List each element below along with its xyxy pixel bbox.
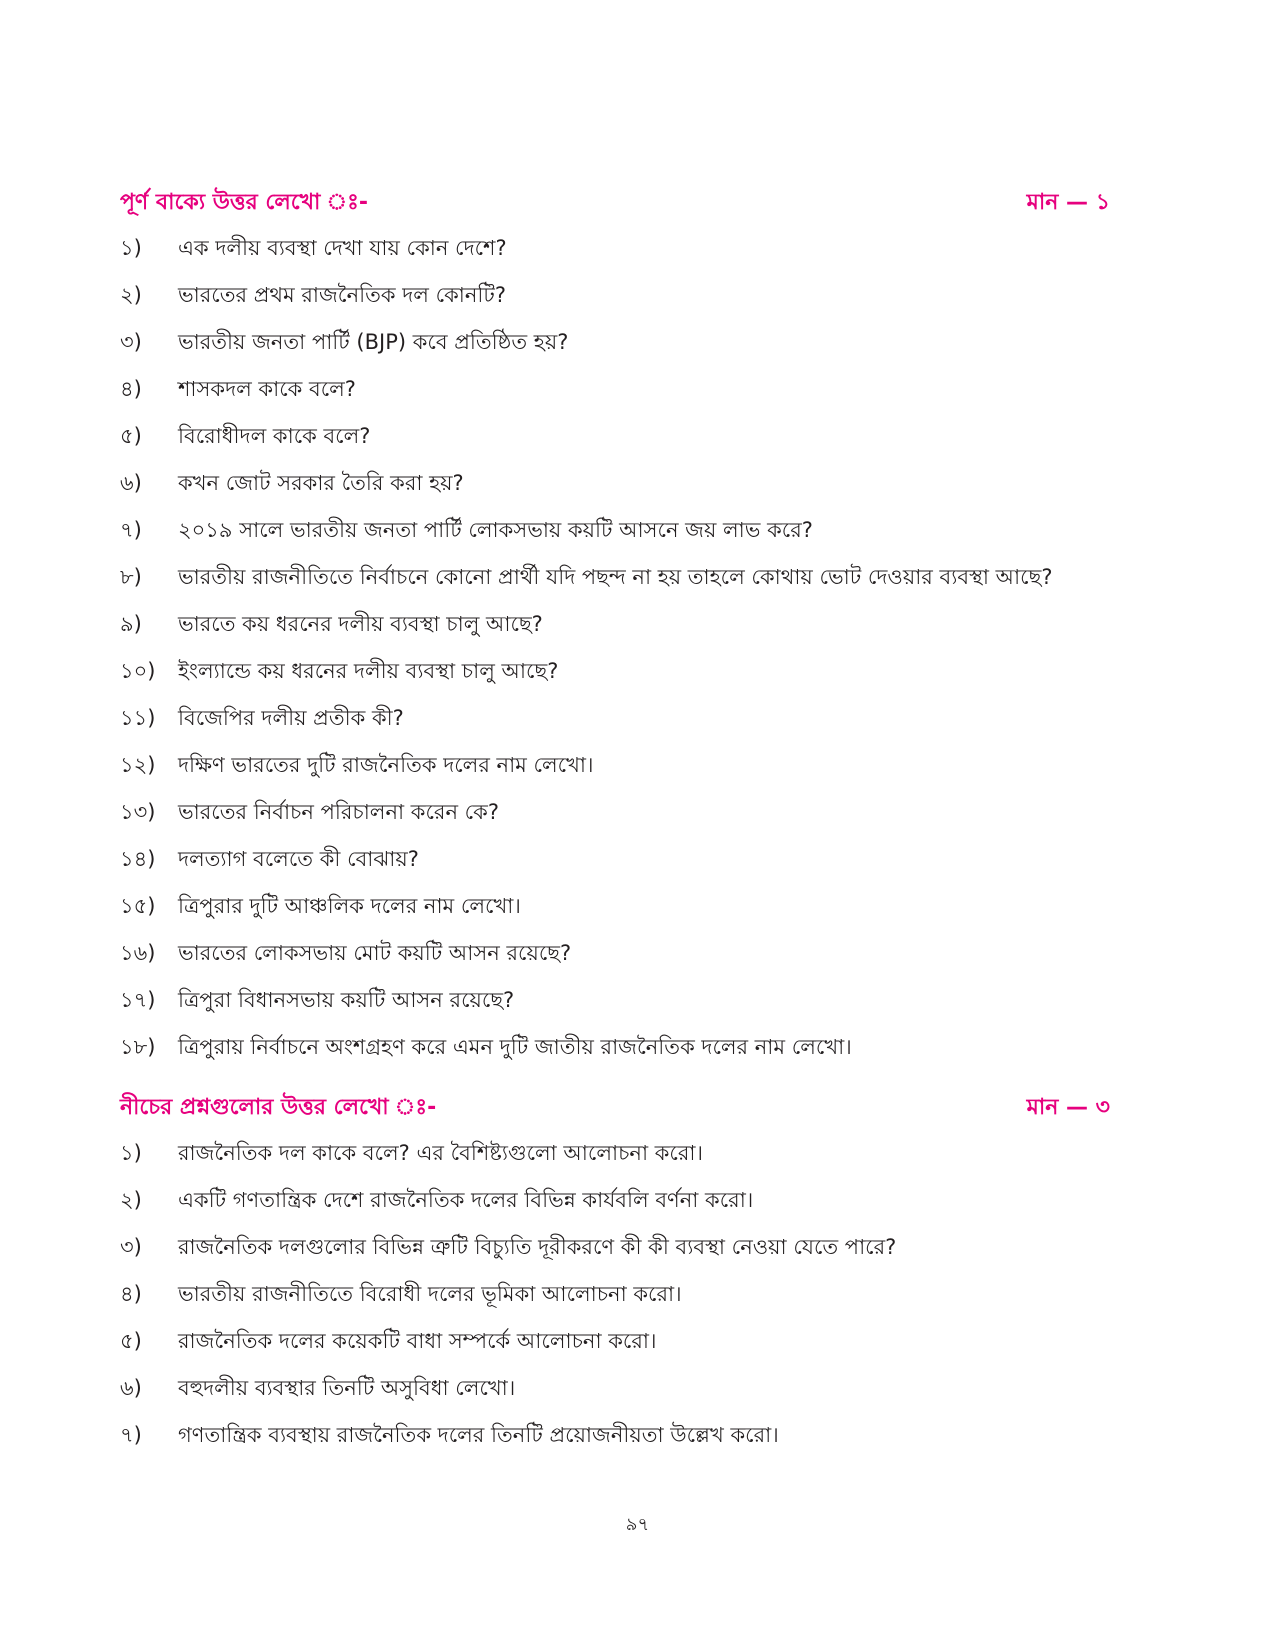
question-text: একটি গণতান্ত্রিক দেশে রাজনৈতিক দলের বিভিন্ন কার্যবলি বর্ণনা করো।: [178, 1188, 754, 1212]
question-text: কখন জোট সরকার তৈরি করা হয়?: [178, 471, 464, 495]
question-number: ১): [120, 1141, 142, 1165]
question-item: [120, 1413, 1110, 1460]
question-number: ৮): [120, 565, 142, 589]
question-number: ১): [120, 236, 142, 260]
question-number: ৩): [120, 1235, 142, 1259]
question-item: [120, 414, 1110, 461]
question-item: [120, 367, 1110, 414]
question-item: [120, 1178, 1110, 1225]
question-number: ১১): [120, 706, 156, 730]
question-text: রাজনৈতিক দল কাকে বলে? এর বৈশিষ্ট্যগুলো আলোচনা করো।: [178, 1141, 704, 1165]
question-item: [120, 273, 1110, 320]
question-text: বহুদলীয় ব্যবস্থার তিনটি অসুবিধা লেখো।: [178, 1376, 516, 1400]
question-number: ৪): [120, 1282, 142, 1306]
section-heading: পূর্ণ বাক্যে উত্তর লেখো ঃ-: [120, 189, 368, 215]
question-item: [120, 226, 1110, 273]
question-item: [120, 602, 1110, 649]
question-number: ৯): [120, 612, 142, 636]
question-number: ৫): [120, 1329, 142, 1353]
section-heading: নীচের প্রশ্নগুলোর উত্তর লেখো ঃ-: [120, 1094, 437, 1120]
question-number: ৬): [120, 471, 142, 495]
question-item: [120, 649, 1110, 696]
question-number: ১৩): [120, 800, 156, 824]
question-text: ভারতীয় রাজনীতিতে নির্বাচনে কোনো প্রার্থী যদি পছন্দ না হয় তাহলে কোথায় ভোট দেওয়ার ব্যবস্থা আছে?: [178, 565, 1053, 589]
question-text: দলত্যাগ বলেতে কী বোঝায়?: [178, 847, 419, 871]
marks-label: মান — ৩: [1026, 1094, 1110, 1120]
question-text: এক দলীয় ব্যবস্থা দেখা যায় কোন দেশে?: [178, 236, 507, 260]
question-item: [120, 743, 1110, 790]
question-item: [120, 696, 1110, 743]
question-text: ভারতে কয় ধরনের দলীয় ব্যবস্থা চালু আছে?: [178, 612, 543, 636]
question-item: [120, 1025, 1110, 1072]
question-item: [120, 1319, 1110, 1366]
question-number: ১০): [120, 659, 156, 683]
question-number: ৫): [120, 424, 142, 448]
question-number: ৭): [120, 518, 142, 542]
question-text: দক্ষিণ ভারতের দুটি রাজনৈতিক দলের নাম লেখো।: [178, 753, 594, 777]
question-number: ৩): [120, 330, 142, 354]
question-number: ৪): [120, 377, 142, 401]
page-number: ৯৭: [625, 1514, 650, 1535]
question-list: [120, 1131, 1110, 1460]
question-text: ত্রিপুরা বিধানসভায় কয়টি আসন রয়েছে?: [178, 988, 515, 1012]
question-text: রাজনৈতিক দলের কয়েকটি বাধা সম্পর্কে আলোচনা করো।: [178, 1329, 657, 1353]
question-item: [120, 508, 1110, 555]
question-text: গণতান্ত্রিক ব্যবস্থায় রাজনৈতিক দলের তিনটি প্রয়োজনীয়তা উল্লেখ করো।: [178, 1423, 779, 1447]
question-item: [120, 1131, 1110, 1178]
question-item: [120, 320, 1110, 367]
question-number: ২): [120, 1188, 142, 1212]
question-item: [120, 884, 1110, 931]
question-text: ভারতীয় জনতা পার্টি (BJP) কবে প্রতিষ্ঠিত হয়?: [178, 330, 569, 354]
question-item: [120, 1272, 1110, 1319]
marks-label: মান — ১: [1026, 189, 1110, 215]
question-number: ১৭): [120, 988, 156, 1012]
question-text: ভারতীয় রাজনীতিতে বিরোধী দলের ভূমিকা আলোচনা করো।: [178, 1282, 682, 1306]
section-short-answer: [120, 180, 1110, 1072]
question-item: [120, 978, 1110, 1025]
question-number: ৬): [120, 1376, 142, 1400]
question-text: বিরোধীদল কাকে বলে?: [178, 424, 371, 448]
question-item: [120, 790, 1110, 837]
question-number: ১৪): [120, 847, 156, 871]
question-item: [120, 555, 1110, 602]
question-item: [120, 461, 1110, 508]
section-header: [120, 1085, 1110, 1131]
question-number: ১২): [120, 753, 156, 777]
question-item: [120, 837, 1110, 884]
question-text: ভারতের লোকসভায় মোট কয়টি আসন রয়েছে?: [178, 941, 572, 965]
question-text: রাজনৈতিক দলগুলোর বিভিন্ন ত্রুটি বিচ্যুতি দূরীকরণে কী কী ব্যবস্থা নেওয়া যেতে পারে?: [178, 1235, 897, 1259]
question-text: ইংল্যান্ডে কয় ধরনের দলীয় ব্যবস্থা চালু আছে?: [178, 659, 559, 683]
question-text: ভারতের প্রথম রাজনৈতিক দল কোনটি?: [178, 283, 507, 307]
question-text: ২০১৯ সালে ভারতীয় জনতা পার্টি লোকসভায় কয়টি আসনে জয় লাভ করে?: [178, 518, 813, 542]
section-header: [120, 180, 1110, 226]
question-number: ১৬): [120, 941, 156, 965]
question-number: ৭): [120, 1423, 142, 1447]
question-text: ভারতের নির্বাচন পরিচালনা করেন কে?: [178, 800, 500, 824]
question-number: ১৮): [120, 1035, 156, 1059]
question-number: ২): [120, 283, 142, 307]
question-text: শাসকদল কাকে বলে?: [178, 377, 356, 401]
question-text: বিজেপির দলীয় প্রতীক কী?: [178, 706, 404, 730]
question-item: [120, 931, 1110, 978]
question-number: ১৫): [120, 894, 156, 918]
question-list: [120, 226, 1110, 1072]
question-item: [120, 1366, 1110, 1413]
question-item: [120, 1225, 1110, 1272]
section-long-answer: [120, 1085, 1110, 1460]
question-text: ত্রিপুরায় নির্বাচনে অংশগ্রহণ করে এমন দুটি জাতীয় রাজনৈতিক দলের নাম লেখো।: [178, 1035, 852, 1059]
question-text: ত্রিপুরার দুটি আঞ্চলিক দলের নাম লেখো।: [178, 894, 521, 918]
